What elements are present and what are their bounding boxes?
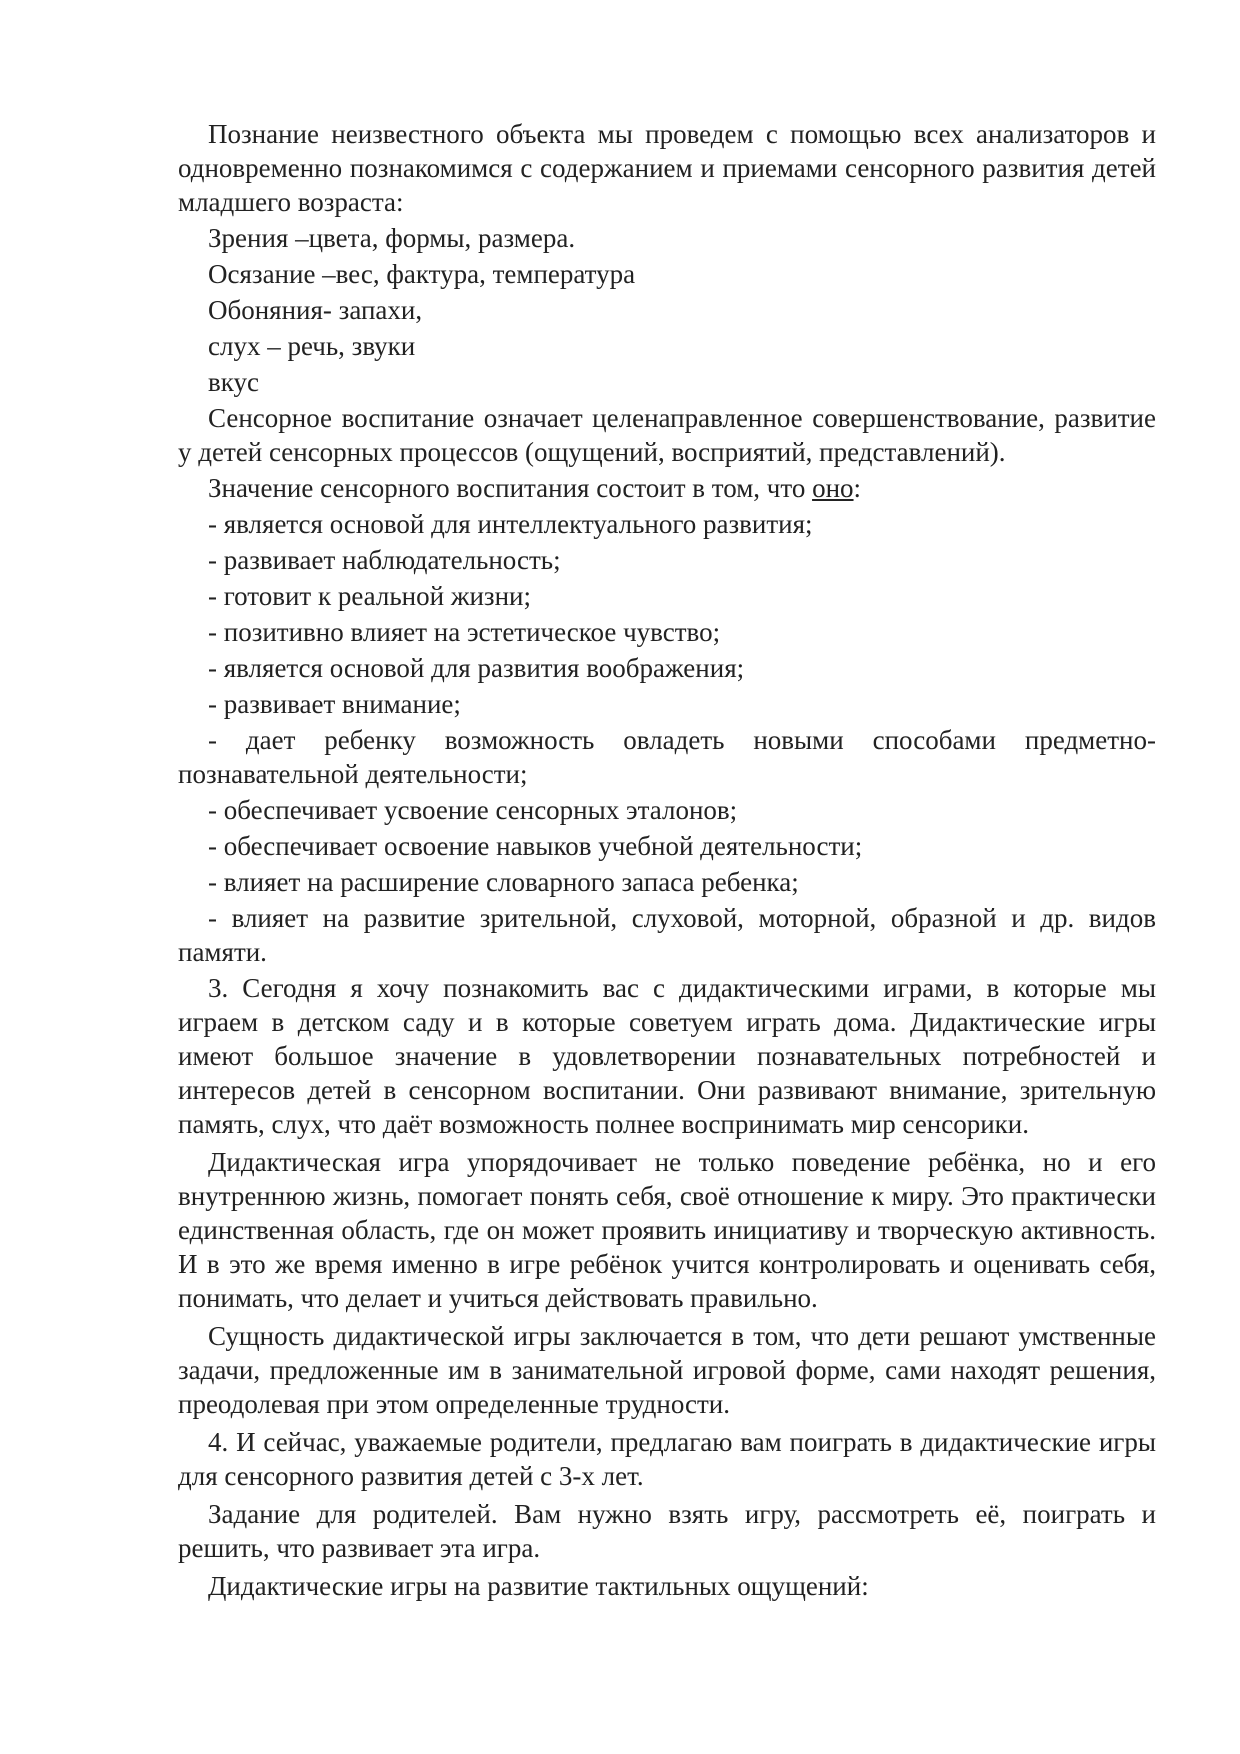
bullet-item: - влияет на расширение словарного запаса ребенка; (208, 867, 799, 897)
didactic-games-intro-paragraph: 3. Сегодня я хочу познакомить вас с дидактическими играми, в которые мы играем в детском саду и в которые советуем играть дома. Дидактические игры имеют большое значение в удовлетворении познавательных потребностей и интересов детей в сенсорном воспитании. Они развивают внимание, зрительную память, слух, что даёт возможность полнее воспринимать мир сенсорики. (178, 973, 1156, 1139)
bullet-item: - является основой для интеллектуального развития; (208, 509, 813, 539)
intro-paragraph: Познание неизвестного объекта мы проведем с помощью всех анализаторов и одновременно познакомимся с содержанием и приемами сенсорного развития детей младшего возраста: (178, 119, 1156, 217)
parents-task-paragraph: Задание для родителей. Вам нужно взять игру, рассмотреть её, поиграть и решить, что развивает эта игра. (178, 1499, 1156, 1563)
bullet-item: - развивает наблюдательность; (208, 545, 561, 575)
tactile-games-heading: Дидактические игры на развитие тактильных ощущений: (208, 1571, 869, 1601)
sensory-definition-paragraph: Сенсорное воспитание означает целенаправленное совершенствование, развитие у детей сенсорных процессов (ощущений, восприятий, представлений). (178, 403, 1156, 467)
list-line-touch: Осязание –вес, фактура, температура (208, 259, 636, 289)
significance-text: Значение сенсорного воспитания состоит в том, что (208, 473, 813, 503)
bullet-item: - обеспечивает усвоение сенсорных эталонов; (208, 795, 738, 825)
bullet-item: - готовит к реальной жизни; (208, 581, 531, 611)
list-line-vision: Зрения –цвета, формы, размера. (208, 223, 576, 253)
invitation-paragraph: 4. И сейчас, уважаемые родители, предлагаю вам поиграть в дидактические игры для сенсорного развития детей с 3-х лет. (178, 1427, 1156, 1491)
document-body (178, 117, 1156, 1603)
bullet-item: - позитивно влияет на эстетическое чувство; (208, 617, 721, 647)
underlined-word: оно (812, 473, 854, 503)
didactic-game-role-paragraph: Дидактическая игра упорядочивает не только поведение ребёнка, но и его внутреннюю жизнь, помогает понять себя, своё отношение к миру. Это практически единственная область, где он может проявить инициативу и творческую активность. И в это же время именно в игре ребёнок учится контролировать и оценивать себя, понимать, что делает и учиться действовать правильно. (178, 1147, 1156, 1313)
didactic-game-essence-paragraph: Сущность дидактической игры заключается в том, что дети решают умственные задачи, предложенные им в занимательной игровой форме, сами находят решения, преодолевая при этом определенные трудности. (178, 1321, 1156, 1419)
bullet-item: - является основой для развития воображения; (208, 653, 745, 683)
bullet-item: - развивает внимание; (208, 689, 461, 719)
list-line-smell: Обоняния- запахи, (208, 295, 423, 325)
bullet-item: - дает ребенку возможность овладеть новыми способами предметно-познавательной деятельности; (178, 725, 1156, 789)
significance-colon: : (853, 473, 862, 503)
bullet-item: - влияет на развитие зрительной, слуховой, моторной, образной и др. видов памяти. (178, 903, 1156, 967)
bullet-item: - обеспечивает освоение навыков учебной деятельности; (208, 831, 863, 861)
significance-heading (178, 471, 1156, 505)
list-line-taste: вкус (208, 367, 259, 397)
list-line-hearing: слух – речь, звуки (208, 331, 416, 361)
